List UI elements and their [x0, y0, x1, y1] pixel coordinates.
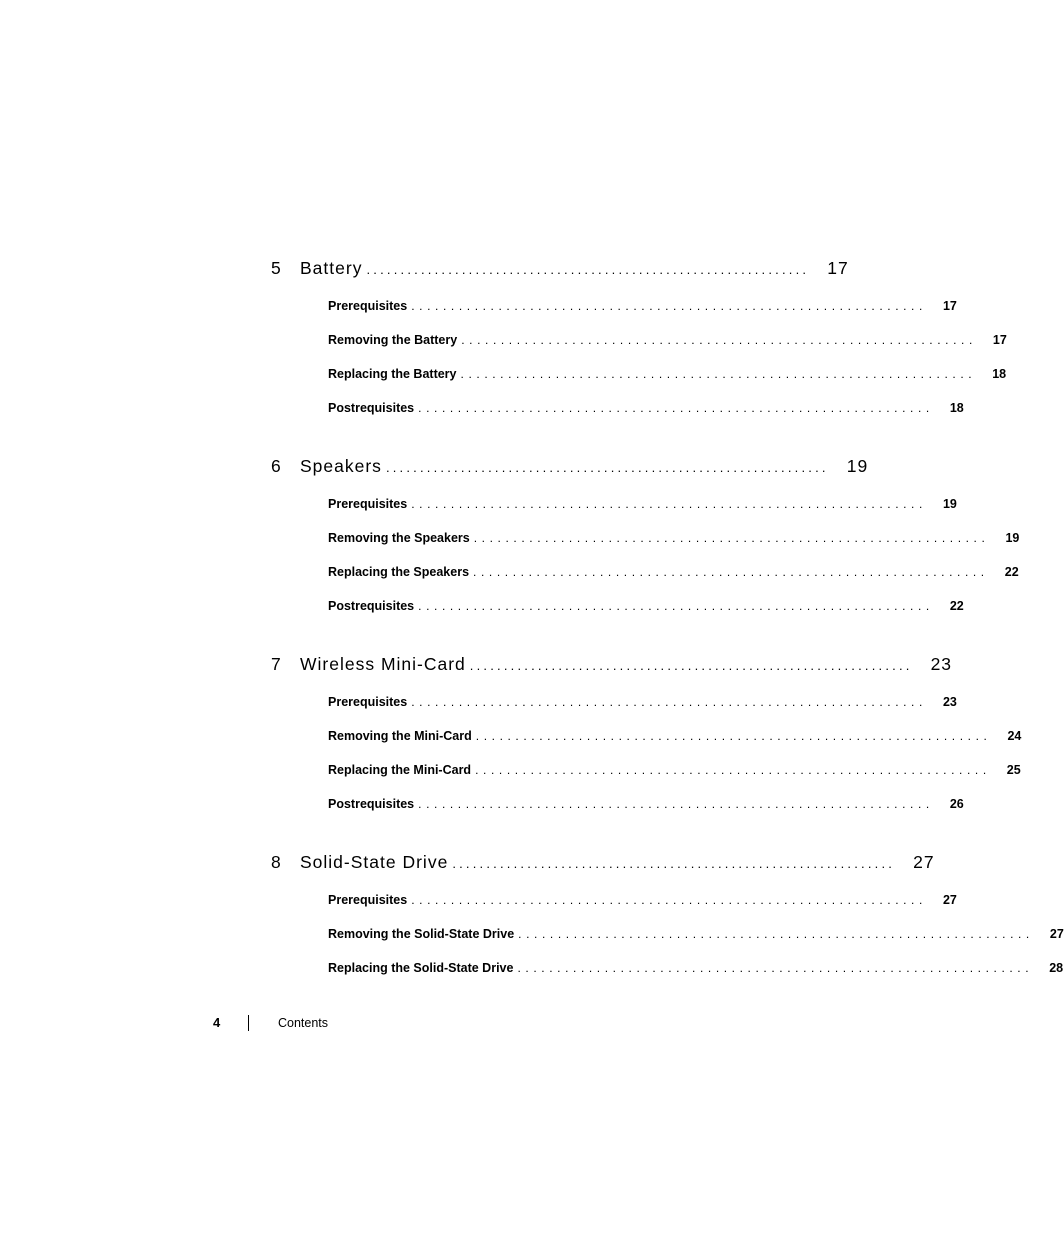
- toc-chapter-speakers[interactable]: [271, 456, 869, 480]
- entry-title: Postrequisites: [328, 599, 415, 613]
- entry-page-number: 17: [942, 299, 957, 313]
- chapter-page-number: 17: [827, 258, 849, 278]
- entry-page-number: 19: [1005, 531, 1020, 545]
- entry-page-number: 27: [1049, 927, 1064, 941]
- entry-page-number: 24: [1007, 729, 1022, 743]
- dot-leader: .................................................................: [452, 856, 896, 871]
- dot-leader: .................................................................: [460, 367, 977, 381]
- toc-entry[interactable]: [328, 531, 1020, 549]
- dot-leader: .................................................................: [418, 599, 934, 613]
- entry-page-number: 18: [949, 401, 964, 415]
- chapter-number: 5: [271, 258, 282, 278]
- entry-title: Replacing the Mini-Card: [328, 763, 472, 777]
- toc-chapter-wireless-mini-card[interactable]: [271, 654, 953, 678]
- entry-title: Prerequisites: [328, 299, 408, 313]
- dot-leader: .................................................................: [461, 333, 977, 347]
- entry-title: Removing the Battery: [328, 333, 458, 347]
- dot-leader: .................................................................: [411, 893, 927, 907]
- entry-page-number: 23: [942, 695, 957, 709]
- dot-leader: .................................................................: [469, 658, 913, 673]
- toc-entry[interactable]: [328, 497, 957, 515]
- footer-divider: [248, 1015, 249, 1031]
- chapter-title: Wireless Mini-Card: [300, 654, 466, 674]
- entry-page-number: 25: [1006, 763, 1021, 777]
- entry-title: Replacing the Battery: [328, 367, 457, 381]
- entry-page-number: 27: [942, 893, 957, 907]
- chapter-title: Solid-State Drive: [300, 852, 449, 872]
- chapter-title: Battery: [300, 258, 363, 278]
- entry-title: Prerequisites: [328, 893, 408, 907]
- toc-entry[interactable]: [328, 893, 957, 911]
- chapter-number: 8: [271, 852, 282, 872]
- dot-leader: .................................................................: [475, 729, 992, 743]
- entry-title: Removing the Speakers: [328, 531, 470, 545]
- toc-chapter-solid-state-drive[interactable]: [271, 852, 935, 876]
- chapter-number: 6: [271, 456, 282, 476]
- dot-leader: .................................................................: [517, 961, 1034, 975]
- dot-leader: .................................................................: [473, 565, 989, 579]
- toc-entry[interactable]: [328, 299, 957, 317]
- page-number: 4: [213, 1015, 221, 1030]
- entry-title: Replacing the Speakers: [328, 565, 470, 579]
- chapter-title: Speakers: [300, 456, 382, 476]
- toc-entry[interactable]: [328, 927, 1064, 945]
- toc-chapter-battery[interactable]: [271, 258, 849, 282]
- entry-page-number: 18: [992, 367, 1007, 381]
- dot-leader: .................................................................: [411, 695, 927, 709]
- chapter-page-number: 27: [913, 852, 935, 872]
- dot-leader: .................................................................: [411, 299, 927, 313]
- entry-page-number: 19: [942, 497, 957, 511]
- toc-entry[interactable]: [328, 763, 1021, 781]
- dot-leader: .................................................................: [411, 497, 927, 511]
- toc-entry[interactable]: [328, 797, 964, 815]
- chapter-page-number: 19: [846, 456, 869, 476]
- entry-page-number: 28: [1049, 961, 1064, 975]
- chapter-page-number: 23: [930, 654, 953, 674]
- dot-leader: .................................................................: [473, 531, 990, 545]
- toc-entry[interactable]: [328, 961, 1064, 979]
- entry-title: Prerequisites: [328, 497, 408, 511]
- entry-page-number: 26: [949, 797, 964, 811]
- dot-leader: .................................................................: [366, 262, 810, 277]
- dot-leader: .................................................................: [518, 927, 1034, 941]
- footer-section-label: Contents: [278, 1016, 329, 1030]
- toc-entry[interactable]: [328, 367, 1007, 385]
- toc-entry[interactable]: [328, 333, 1007, 351]
- entry-title: Removing the Mini-Card: [328, 729, 472, 743]
- entry-page-number: 22: [1004, 565, 1019, 579]
- entry-page-number: 17: [992, 333, 1007, 347]
- dot-leader: .................................................................: [418, 797, 934, 811]
- dot-leader: .................................................................: [418, 401, 934, 415]
- entry-title: Postrequisites: [328, 401, 415, 415]
- toc-entry[interactable]: [328, 401, 964, 419]
- toc-entry[interactable]: [328, 695, 957, 713]
- toc-entry[interactable]: [328, 565, 1019, 583]
- dot-leader: .................................................................: [475, 763, 991, 777]
- entry-title: Postrequisites: [328, 797, 415, 811]
- entry-title: Removing the Solid-State Drive: [328, 927, 515, 941]
- dot-leader: .................................................................: [385, 460, 829, 475]
- toc-entry[interactable]: [328, 599, 964, 617]
- toc-entry[interactable]: [328, 729, 1022, 747]
- entry-title: Replacing the Solid-State Drive: [328, 961, 514, 975]
- entry-title: Prerequisites: [328, 695, 408, 709]
- chapter-number: 7: [271, 654, 282, 674]
- entry-page-number: 22: [949, 599, 964, 613]
